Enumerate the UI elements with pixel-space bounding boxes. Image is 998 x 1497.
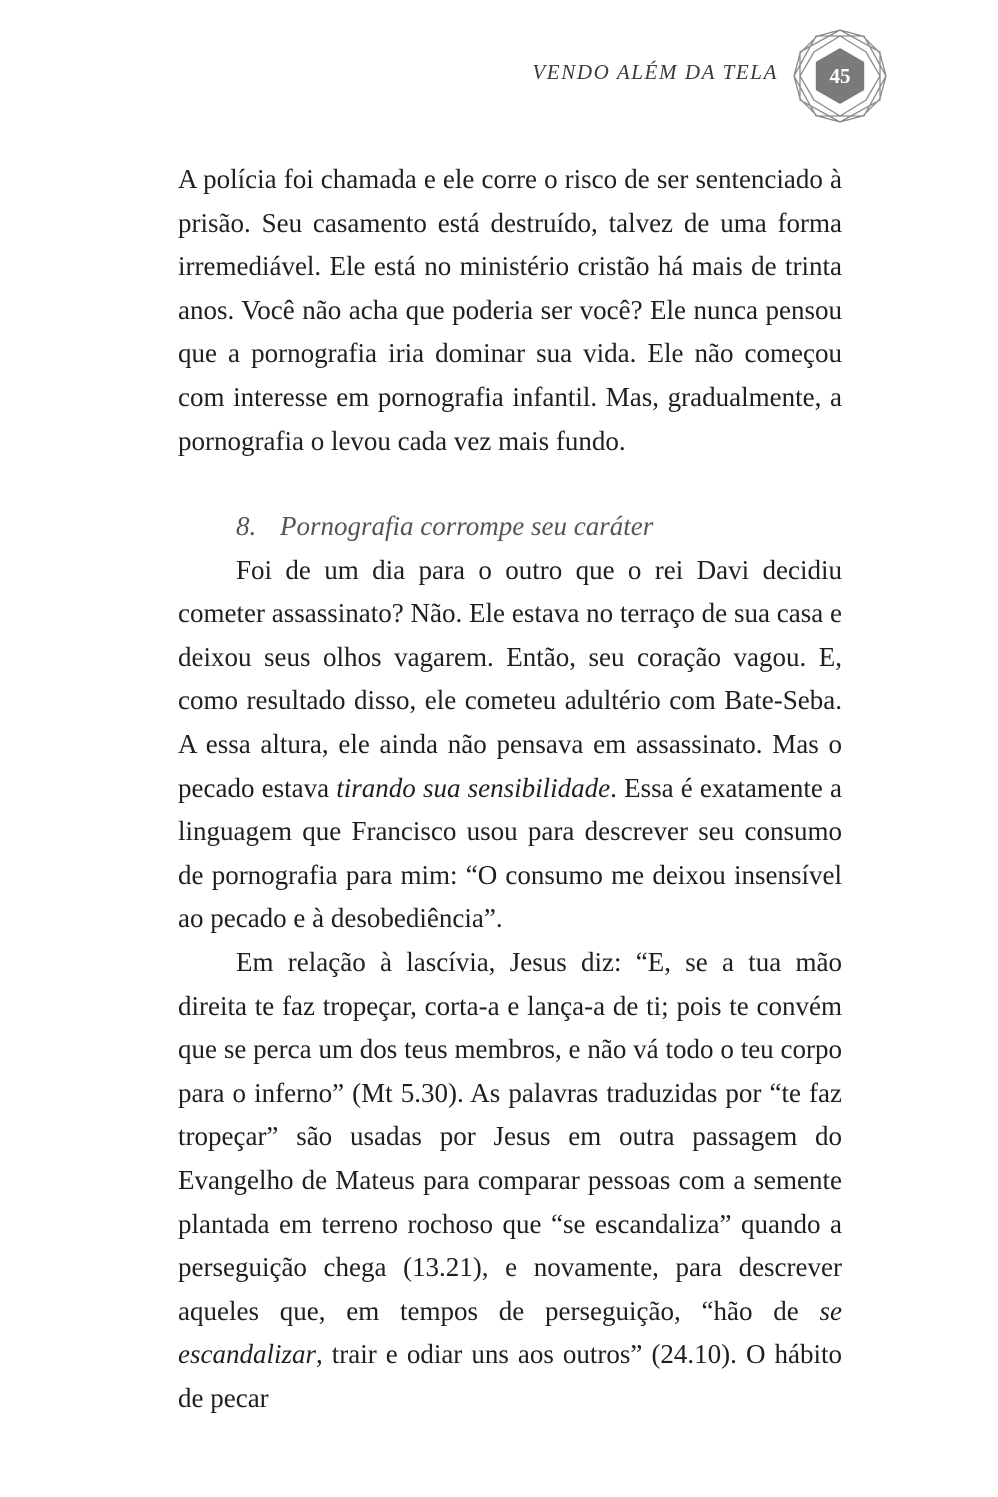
paragraph-text: . Essa é exatamente a linguagem que Francisco usou para descrever seu consumo de pornografia para mim: “O consumo me deixou insensível ao pecado e à desobediência”. <box>178 772 842 934</box>
paragraph-text: Foi de um dia para o outro que o rei Davi decidiu cometer assassinato? Não. Ele estava no terraço de sua casa e deixou seus olhos vagarem. Então, seu coração vagou. E, como resultado disso, ele cometeu adultério com Bate-Seba. A essa altura, ele ainda não pensava em assassinato. Mas o pecado estava <box>178 554 842 803</box>
running-head-title: VENDO ALÉM DA TELA <box>532 60 778 84</box>
opening-paragraph-block <box>178 158 842 463</box>
body-paragraph <box>178 941 842 1421</box>
body-paragraph: A polícia foi chamada e ele corre o risco de ser sentenciado à prisão. Seu casamento está destruído, talvez de uma forma irremediável. Ele está no ministério cristão há mais de trinta anos. Você não acha que poderia ser você? Ele nunca pensou que a pornografia iria dominar sua vida. Ele não começou com interesse em pornografia infantil. Mas, gradualmente, a pornografia o levou cada vez mais fundo. <box>178 164 842 456</box>
paragraph-text: Em relação à lascívia, Jesus diz: “E, se a tua mão direita te faz tropeçar, corta-a e lança-a de ti; pois te convém que se perca um dos teus membros, e não vá todo o teu corpo para o inferno” (Mt 5.30). As palavras traduzidas por “te faz tropeçar” são usadas por Jesus em outra passagem do Evangelho de Mateus para comparar pessoas com a semente plantada em terreno rochoso que “se escandaliza” quando a perseguição chega (13.21), e novamente, para descrever aqueles que, em tempos de perseguição, “hão de <box>178 946 842 1326</box>
body-paragraph <box>178 549 842 941</box>
section-block <box>178 505 842 1420</box>
paragraph-text: , trair e odiar uns aos outros” (24.10). O hábito de pecar <box>178 1339 842 1413</box>
emphasis-text: se escandalizar <box>178 1295 842 1370</box>
section-heading <box>178 505 842 549</box>
emphasis-text: tirando sua sensibilidade <box>336 772 611 803</box>
section-number: 8. <box>236 511 257 541</box>
section-title: Pornografia corrompe seu caráter <box>280 511 654 541</box>
page-number: 45 <box>829 64 851 88</box>
